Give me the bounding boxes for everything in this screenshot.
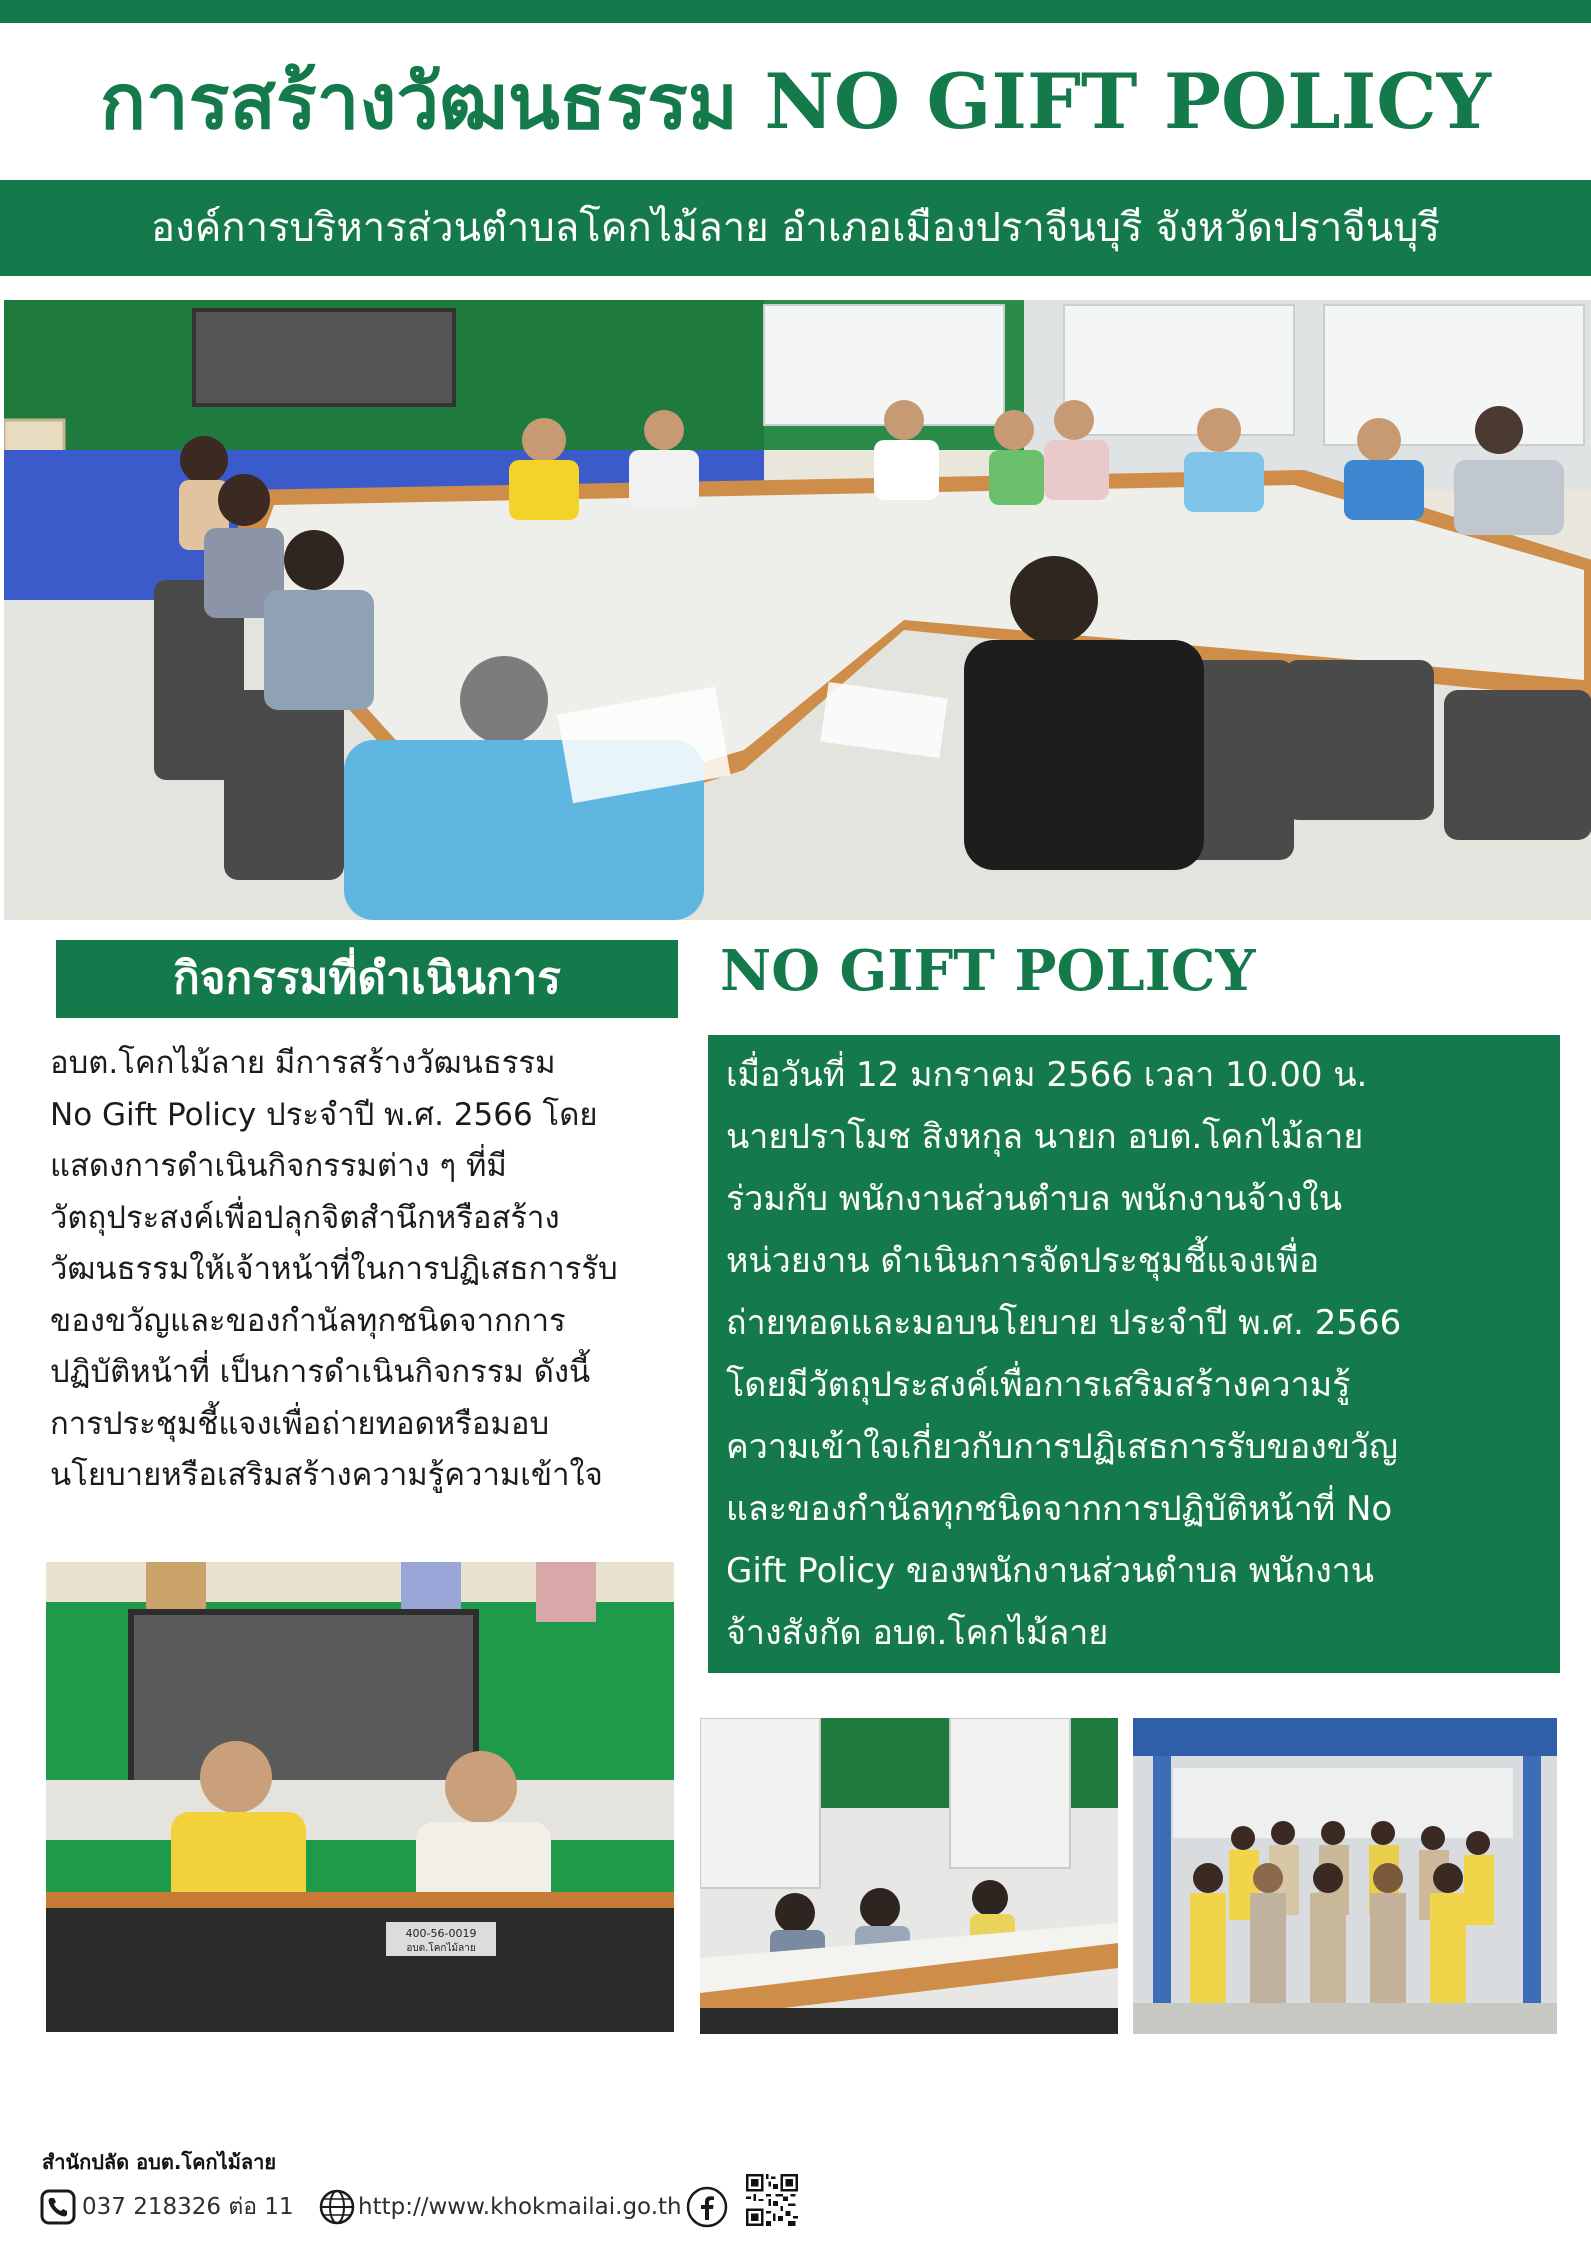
website-link[interactable]: http://www.khokmailai.go.th [358,2194,682,2220]
policy-description [726,1044,1550,1664]
footer-phone [40,2188,294,2226]
text-line: วัฒนธรรมให้เจ้าหน้าที่ในการปฏิเสธการรับ [50,1251,618,1287]
page-title: การสร้างวัฒนธรรม NO GIFT POLICY [99,57,1491,146]
text-line: ความเข้าใจเกี่ยวกับการปฏิเสธการรับของขวัญ [726,1427,1399,1467]
text-line: อบต.โคกไม้ลาย มีการสร้างวัฒนธรรม [50,1045,556,1081]
activities-heading: กิจกรรมที่ดำเนินการ [56,940,678,1018]
facebook-link[interactable] [686,2188,728,2226]
text-line: ของขวัญและของกำนัลทุกชนิดจากการ [50,1302,566,1339]
globe-icon [318,2188,356,2226]
phone-icon [40,2189,76,2225]
text-line: No Gift Policy ประจำปี พ.ศ. 2566 โดย [50,1096,598,1133]
top-accent-bar [0,0,1591,23]
qr-code-icon[interactable] [746,2174,798,2226]
room-plate-number: 400-56-0019 [405,1927,477,1940]
text-line: เมื่อวันที่ 12 มกราคม 2566 เวลา 10.00 น. [726,1055,1368,1095]
text-line: วัตถุประสงค์เพื่อปลุกจิตสำนึกหรือสร้าง [50,1199,560,1236]
text-line: นายปราโมช สิงหกุล นายก อบต.โคกไม้ลาย [726,1117,1364,1157]
text-line: ปฏิบัติหน้าที่ เป็นการดำเนินกิจกรรม ดังนี้ [50,1354,591,1390]
room-plate-name: อบต.โคกไม้ลาย [406,1943,476,1954]
footer-website [318,2188,682,2226]
text-line: แสดงการดำเนินกิจกรรมต่าง ๆ ที่มี [50,1148,507,1184]
text-line: Gift Policy ของพนักงานส่วนตำบล พนักงาน [726,1551,1375,1591]
activities-description [50,1038,690,1502]
facebook-icon[interactable] [686,2186,728,2228]
officials-photo [46,1562,674,2032]
text-line: การประชุมชี้แจงเพื่อถ่ายทอดหรือมอบ [50,1405,550,1442]
group-photo [1133,1718,1557,2034]
text-line: และของกำนัลทุกชนิดจากการปฏิบัติหน้าที่ No [726,1489,1393,1529]
staff-meeting-photo [700,1718,1118,2034]
text-line: โดยมีวัตถุประสงค์เพื่อการเสริมสร้างความรู้ [726,1365,1351,1405]
meeting-photo-main [4,300,1591,920]
text-line: ถ่ายทอดและมอบนโยบาย ประจำปี พ.ศ. 2566 [726,1303,1402,1343]
footer-organization: สำนักปลัด อบต.โคกไม้ลาย [42,2150,277,2174]
text-line: ร่วมกับ พนักงานส่วนตำบล พนักงานจ้างใน [726,1179,1343,1219]
phone-number: 037 218326 ต่อ 11 [82,2194,294,2220]
text-line: หน่วยงาน ดำเนินการจัดประชุมชี้แจงเพื่อ [726,1241,1320,1281]
organization-subtitle: องค์การบริหารส่วนตำบลโคกไม้ลาย อำเภอเมืองปราจีนบุรี จังหวัดปราจีนบุรี [0,180,1591,276]
policy-heading: NO GIFT POLICY [720,938,1256,1004]
text-line: จ้างสังกัด อบต.โคกไม้ลาย [726,1613,1109,1653]
text-line: นโยบายหรือเสริมสร้างความรู้ความเข้าใจ [50,1457,603,1493]
